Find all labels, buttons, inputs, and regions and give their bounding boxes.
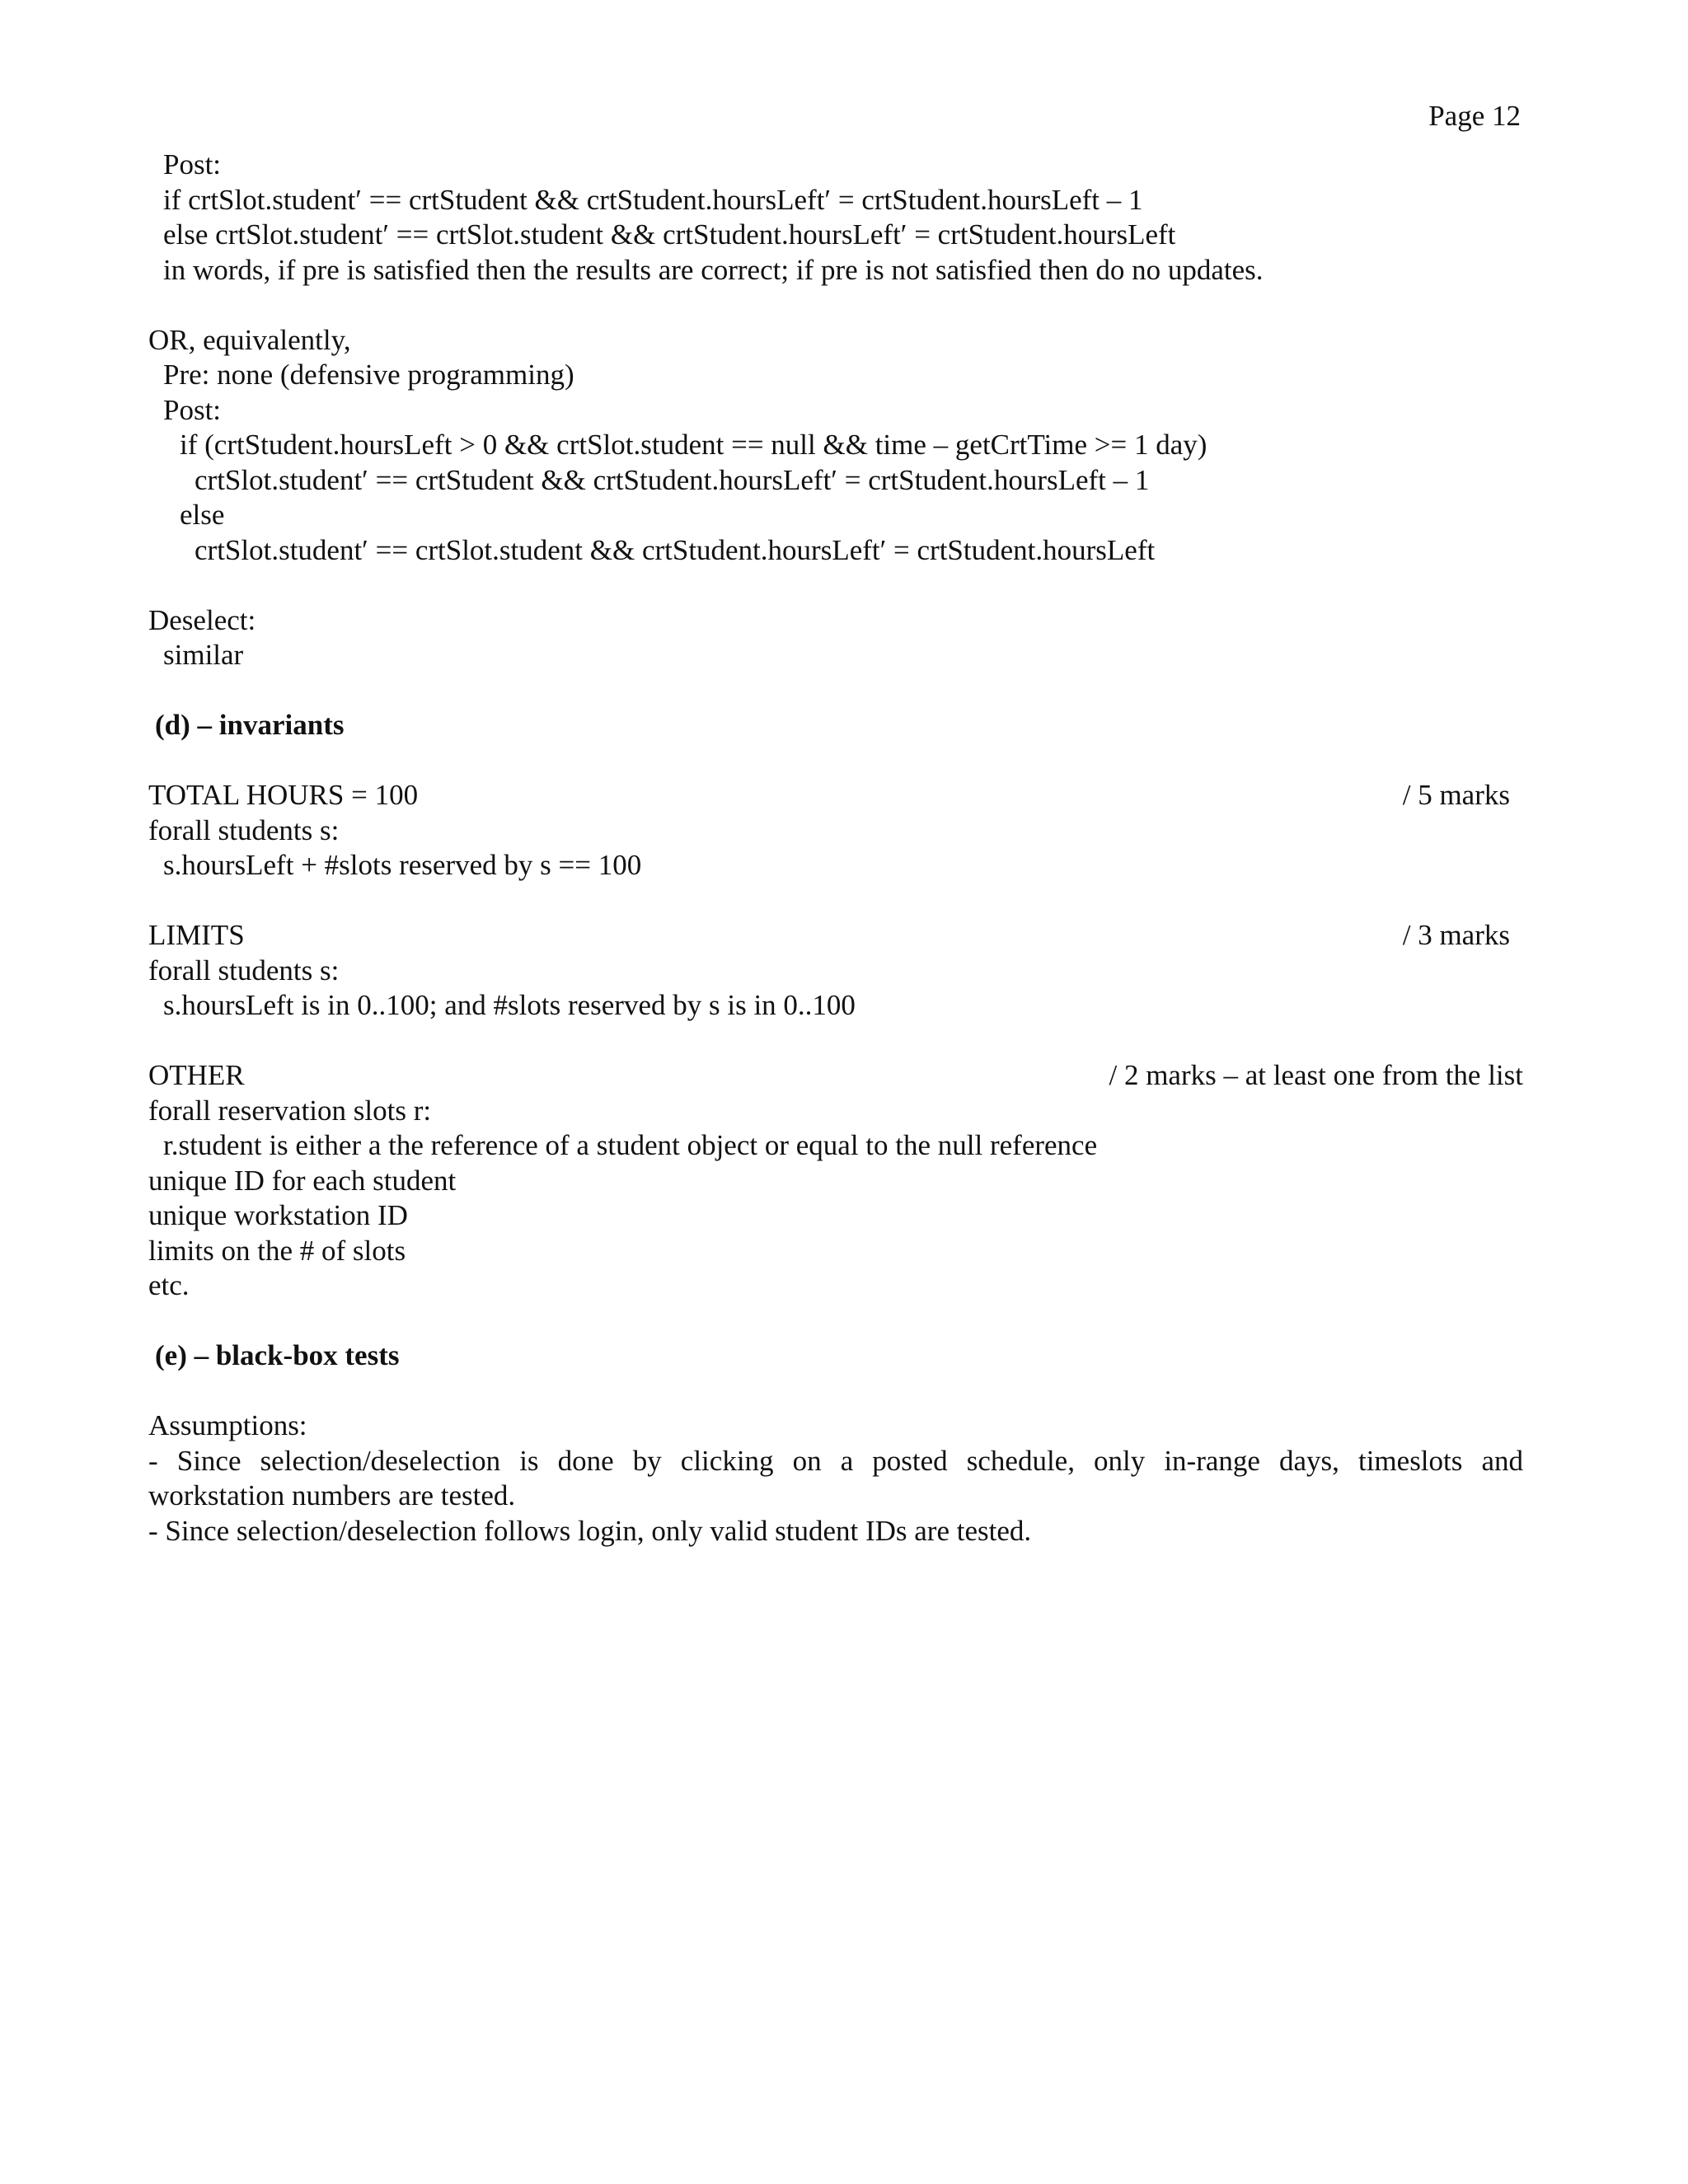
total-hours-marks: / 5 marks xyxy=(1402,779,1510,811)
spacer xyxy=(148,1304,1523,1339)
total-hours-line1: forall students s: xyxy=(148,813,340,846)
page-number: Page 12 xyxy=(1428,100,1521,132)
other-line1: forall reservation slots r: xyxy=(148,1094,432,1127)
total-hours-row xyxy=(148,778,1523,813)
alt-post-label: Post: xyxy=(163,393,222,426)
spacer xyxy=(148,1374,1523,1409)
post-label: Post: xyxy=(163,148,222,180)
alt-else-line: crtSlot.student′ == crtSlot.student && crtStudent.hoursLeft′ = crtStudent.hoursLeft xyxy=(195,533,1156,566)
limits-line2: s.hoursLeft is in 0..100; and #slots reserved by s is in 0..100 xyxy=(163,989,856,1021)
other-marks: / 2 marks – at least one from the list xyxy=(1109,1059,1523,1091)
spacer xyxy=(148,1024,1523,1059)
post-else-line: else crtSlot.student′ == crtSlot.student && crtStudent.hoursLeft′ = crtStudent.hoursLeft xyxy=(163,218,1176,251)
limits-line1: forall students s: xyxy=(148,954,340,987)
alt-then-line: crtSlot.student′ == crtStudent && crtStudent.hoursLeft′ = crtStudent.hoursLeft – 1 xyxy=(195,463,1150,496)
limits-title: LIMITS xyxy=(148,919,245,951)
other-line2: r.student is either a the reference of a student object or equal to the null reference xyxy=(163,1129,1098,1161)
other-line6: etc. xyxy=(148,1269,190,1301)
total-hours-line2: s.hoursLeft + #slots reserved by s == 100 xyxy=(163,849,642,881)
spacer xyxy=(148,743,1523,779)
spacer xyxy=(148,673,1523,709)
spacer xyxy=(148,568,1523,603)
total-hours-title: TOTAL HOURS = 100 xyxy=(148,779,419,811)
other-line5: limits on the # of slots xyxy=(148,1234,406,1267)
assumption1-line-a: - Since selection/deselection is done by clicking on a posted schedule, only in-range days, timeslots and xyxy=(148,1444,1523,1477)
limits-marks: / 3 marks xyxy=(1402,919,1510,951)
other-title: OTHER xyxy=(148,1059,245,1091)
assumptions-label: Assumptions: xyxy=(148,1409,307,1441)
deselect-label: Deselect: xyxy=(148,603,256,636)
deselect-text: similar xyxy=(163,639,244,671)
post-if-line: if crtSlot.student′ == crtStudent && crtStudent.hoursLeft′ = crtStudent.hoursLeft – 1 xyxy=(163,183,1143,216)
other-line3: unique ID for each student xyxy=(148,1164,457,1197)
other-row xyxy=(148,1058,1523,1094)
section-d-heading: (d) – invariants xyxy=(155,709,345,741)
document-body xyxy=(148,148,1523,1549)
other-line4: unique workstation ID xyxy=(148,1199,408,1231)
alt-if-line: if (crtStudent.hoursLeft > 0 && crtSlot.student == null && time – getCrtTime >= 1 day) xyxy=(180,429,1207,461)
alt-intro: OR, equivalently, xyxy=(148,323,351,356)
assumption2-line: - Since selection/deselection follows login, only valid student IDs are tested. xyxy=(148,1514,1032,1547)
section-e-heading: (e) – black-box tests xyxy=(155,1339,400,1371)
alt-else-label: else xyxy=(180,499,225,531)
alt-pre-line: Pre: none (defensive programming) xyxy=(163,359,574,391)
post-words-line: in words, if pre is satisfied then the results are correct; if pre is not satisfied then do no updates. xyxy=(163,253,1264,286)
limits-row xyxy=(148,918,1523,954)
assumption1-line-b: workstation numbers are tested. xyxy=(148,1479,516,1511)
spacer xyxy=(148,288,1523,323)
spacer xyxy=(148,883,1523,919)
